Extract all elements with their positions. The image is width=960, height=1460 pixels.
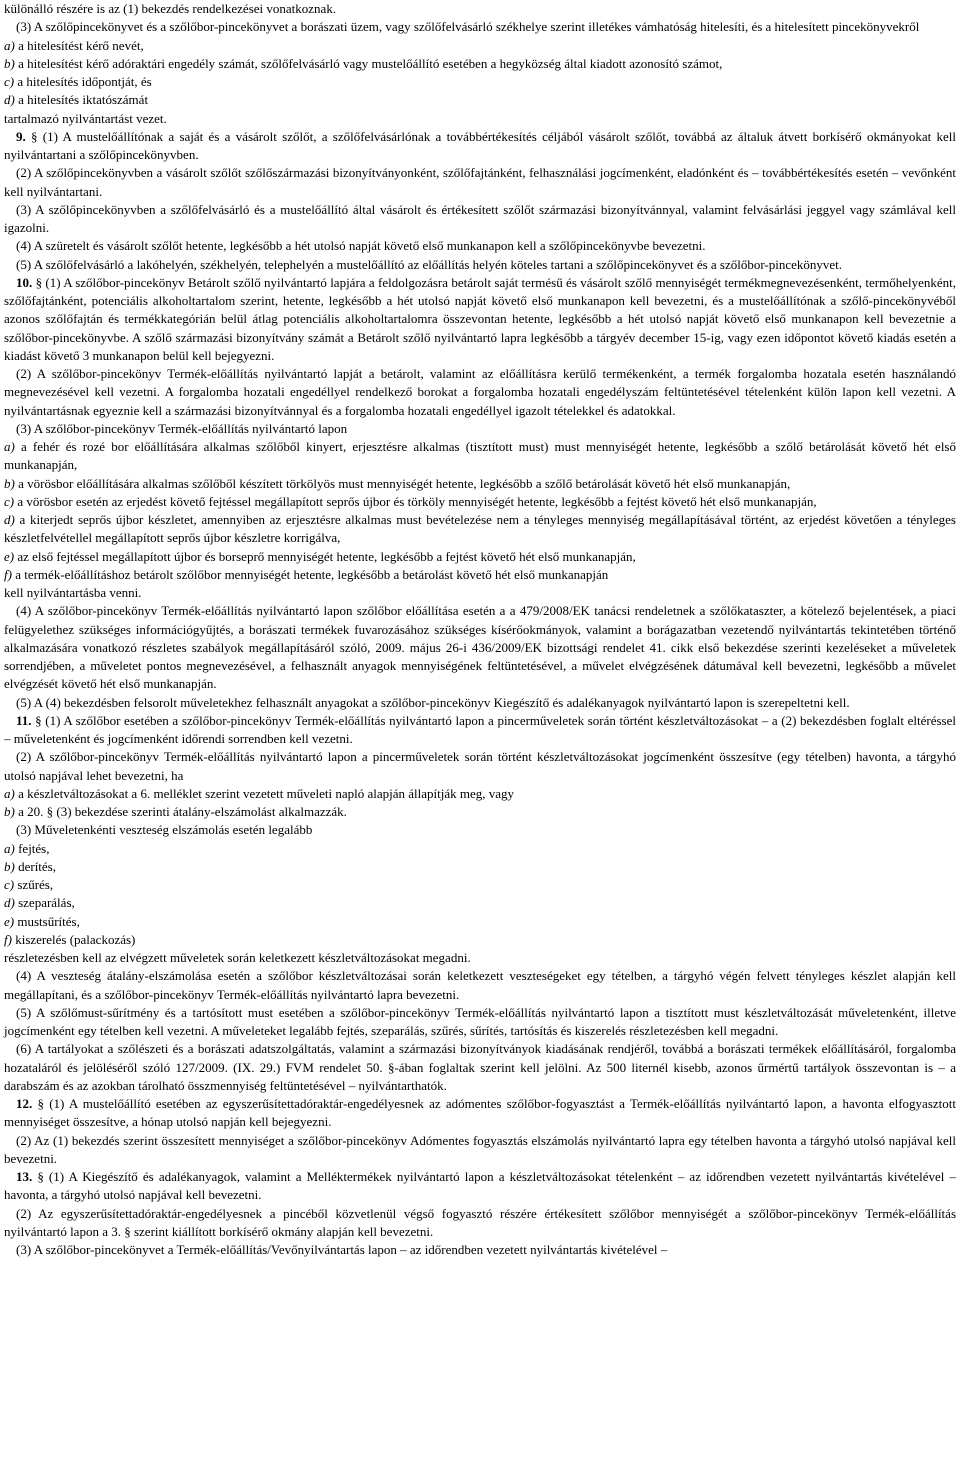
list-item-text: a hitelesítés időpontját, és xyxy=(14,74,152,89)
paragraph: (2) Az (1) bekezdés szerint összesített mennyiséget a szőlőbor-pincekönyv Adómentes fogyasztás elszámolás nyilvántartó lapra egy tételben havonta a tárgyhó utolsó napjával kell bevezetni. xyxy=(4,1132,956,1166)
list-item xyxy=(4,894,956,912)
section-text: § (1) A Kiegészítő és adalékanyagok, valamint a Melléktermékek nyilvántartó lapon a készletváltozásokat tételenként – az időrendben vezetett nyilvántartás kivételével – havonta, a tárgyhó utolsó napjával kell bevezetni. xyxy=(4,1169,956,1203)
list-item-text: a vörösbor előállítására alkalmas szőlőből készített törkölyös must mennyiségét hetente, legkésőbb a szőlő betárolását követő hét első munkanapján, xyxy=(14,475,791,491)
list-item-letter: e) xyxy=(4,548,15,564)
list-item xyxy=(4,511,956,548)
section-paragraph xyxy=(4,128,956,165)
list-item-text: fejtés, xyxy=(14,840,50,856)
list-item-letter: c) xyxy=(4,74,15,89)
list-item-letter: c) xyxy=(4,877,15,892)
paragraph: (2) A szőlőpincekönyvben a vásárolt szőlőt szőlőszármazási bizonyítványonként, szőlőfajtánként, felhasználási jogcímenként, eladónként és – továbbértékesítés esetén – vevőnként kell nyilvántartani. xyxy=(4,165,956,199)
list-item-letter: b) xyxy=(4,55,15,71)
list-item xyxy=(4,840,956,858)
paragraph: (4) A szüretelt és vásárolt szőlőt hetente, legkésőbb a hét utolsó napját követő első munkanapon kell a szőlőpincekönyvbe bevezetni. xyxy=(16,238,706,254)
list-item-text: a kiterjedt seprős újbor készletet, amennyiben az erjesztésre alkalmas must bevételezése nem a tényleges mennyiség megállapításával történt, az erjedést követően a tényleges készletfelvétellel megállapított seprős újbor készletre korrigálva, xyxy=(4,512,956,546)
list-item xyxy=(4,548,956,566)
list-item-text: a készletváltozásokat a 6. melléklet szerint vezetett műveleti napló alapján állapítják meg, vagy xyxy=(14,785,515,801)
paragraph-continuation: különálló részére is az (1) bekezdés rendelkezései vonatkoznak. xyxy=(4,1,337,16)
section-text: § (1) A szőlőbor esetében a szőlőbor-pincekönyv Termék-előállítás nyilvántartó lapon a pincerműveletek során történt készletváltozásokat – a (2) bekezdésben foglalt eltéréssel – műveletenként és jogcímenként időrendi sorrendben kell vezetni. xyxy=(4,712,956,746)
list-item xyxy=(4,876,956,894)
list-item-text: derítés, xyxy=(14,858,56,874)
paragraph: (3) A szőlőbor-pincekönyv Termék-előállítás nyilvántartó lapon xyxy=(16,420,348,436)
list-item xyxy=(4,803,956,821)
list-item-letter: a) xyxy=(4,840,15,856)
list-item-letter: a) xyxy=(4,37,15,53)
list-item xyxy=(4,785,956,803)
paragraph: (3) A szőlőbor-pincekönyvet a Termék-előállítás/Vevőnyilvántartás lapon – az időrendben vezetett nyilvántartás kivételével – xyxy=(16,1242,668,1257)
list-item xyxy=(4,566,956,584)
list-item xyxy=(4,913,956,931)
list-item-letter: c) xyxy=(4,493,15,509)
section-number: 12. xyxy=(16,1096,33,1111)
list-item xyxy=(4,37,956,55)
paragraph: (5) A szőlőfelvásárló a lakóhelyén, székhelyén, telephelyén a mustelőállító az előállítás helyén köteles tartani a szőlőpincekönyvet és a szőlőbor-pincekönyvet. xyxy=(16,256,843,272)
section-paragraph xyxy=(4,712,956,749)
list-item xyxy=(4,931,956,949)
list-item-letter: a) xyxy=(4,439,15,454)
list-item-text: az első fejtéssel megállapított újbor és borseprő mennyiségét hetente, legkésőbb a fejtést követő hét első munkanapján, xyxy=(14,548,636,564)
list-item-text: szűrés, xyxy=(14,877,54,892)
list-item-letter: d) xyxy=(4,895,15,911)
list-item-letter: d) xyxy=(4,92,15,108)
list-item xyxy=(4,73,956,91)
section-paragraph xyxy=(4,1168,956,1205)
list-item-letter: f) xyxy=(4,931,12,947)
section-number: 13. xyxy=(16,1169,33,1184)
paragraph: (5) A szőlőmust-sűrítmény és a tartósított must esetében a szőlőbor-pincekönyv Termék-előállítás nyilvántartó lapon a tisztított must készletváltozását műveletenként, illetve jogcímenként egy tételben kell vezetni. A műveleteket legalább fejtés, szeparálás, szűrés, sűrítés, tartósítás és kiszerelés részletezésben kell megadni. xyxy=(4,1004,956,1038)
list-item-text: mustsűrítés, xyxy=(14,913,80,929)
paragraph: (3) A szőlőpincekönyvet és a szőlőbor-pincekönyvet a borászati üzem, vagy szőlőfelvásárló székhelye szerint illetékes vámhatóság hitelesíti, és a hitelesített pincekönyvekről xyxy=(16,19,920,35)
paragraph: (5) A (4) bekezdésben felsorolt műveletekhez felhasznált anyagokat a szőlőbor-pincekönyv Kiegészítő és adalékanyagok nyilvántartó lapon is szerepeltetni kell. xyxy=(16,694,850,710)
paragraph: (2) A szőlőbor-pincekönyv Termék-előállítás nyilvántartó lapon a pincerműveletek során történt készletváltozásokat jogcímenként összesítve (egy tételben) havonta, a tárgyhó utolsó napjával lehet bevezetni, ha xyxy=(4,749,956,783)
list-item xyxy=(4,858,956,876)
list-item-letter: b) xyxy=(4,858,15,874)
paragraph-continuation: tartalmazó nyilvántartást vezet. xyxy=(4,110,167,126)
section-text: § (1) A mustelőállítónak a saját és a vásárolt szőlőt, a szőlőfelvásárlónak a továbbértékesítés céljából vásárolt szőlőt, továbbá az általuk átvett borkísérő okmányokat kell nyilvántartani a szőlőpincekönyvben. xyxy=(4,128,956,162)
list-item-letter: d) xyxy=(4,512,15,527)
list-item-letter: b) xyxy=(4,804,15,819)
section-paragraph xyxy=(4,274,956,365)
list-item xyxy=(4,91,956,109)
list-item-text: a vörösbor esetén az erjedést követő fejtéssel megállapított seprős újbor és törköly mennyiségét hetente, legkésőbb a fejtést követő hét első munkanapján, xyxy=(14,493,817,509)
paragraph-continuation: kell nyilvántartásba venni. xyxy=(4,585,142,600)
section-number: 9. xyxy=(16,128,26,144)
list-item-text: szeparálás, xyxy=(14,895,75,911)
section-text: § (1) A mustelőállító esetében az egyszerűsítettadóraktár-engedélyesnek az adómentes szőlőbor-fogyasztást a Termék-előállítás nyilvántartó lapon, a havonta elfogyasztott mennyiséget összesítve, a hónap utolsó napján kell bejegyezni. xyxy=(4,1096,956,1130)
list-item-text: a termék-előállításhoz betárolt szőlőbor mennyiségét hetente, legkésőbb a betárolást követő hét első munkanapján xyxy=(11,566,609,582)
section-text: § (1) A szőlőbor-pincekönyv Betárolt szőlő nyilvántartó lapjára a feldolgozásra betárolt saját termésű és vásárolt szőlő mennyiségét termékmegnevezésenként, termőhelyenként, szőlőfajtánként, potenciális alkoholtartalom szerint, hetente, legkésőbb a hét utolsó napját követő első munkanapon kell bevezetni, és a mustelőállítónak a szőlő-pincekönyvéből azonos szőlőfajtán és termékkategórián belül átlag potenciális alkoholtartalomra összevontan hetente, legkésőbb a hét utolsó napját követő első munkanapon kell bevezetnie a szőlőbor-pincekönyvbe. A szőlő származási bizonyítvány számát a Betárolt szőlő nyilvántartó lapra legkésőbb a tárgyév december 15-ig, vagy ezen időpontot követő kiadás esetén a kiadást követő 3 munkanapon belül kell bejegyezni. xyxy=(4,274,956,363)
list-item-text: kiszerelés (palackozás) xyxy=(11,931,136,947)
list-item-text: a fehér és rozé bor előállítására alkalmas szőlőből kinyert, erjesztésre alkalmas (tisztított must) must mennyiségét hetente, legkésőbb a szőlő betárolását követő hét első munkanapján, xyxy=(4,439,956,473)
list-item-letter: e) xyxy=(4,913,15,929)
section-paragraph xyxy=(4,1095,956,1132)
list-item-text: a hitelesítés iktatószámát xyxy=(14,92,149,108)
list-item-text: a hitelesítést kérő nevét, xyxy=(14,37,144,53)
paragraph: (4) A veszteség átalány-elszámolása esetén a szőlőbor készletváltozásai során keletkezett veszteségeket egy tételben, a tárgyhó végén felvett tényleges készlet alapján kell megállapítani, és a szőlőbor-pincekönyv Termék-előállítás nyilvántartó lapra bevezetni. xyxy=(4,968,956,1002)
paragraph: (2) A szőlőbor-pincekönyv Termék-előállítás nyilvántartó lapját a betárolt, valamint az előállításra kerülő termékenként, a termék forgalomba hozatala esetén használandó megnevezésével kell vezetni. A forgalomba hozatali engedéllyel rendelkező borokat a forgalomba hozatali engedélyszám feltüntetésével tételenként külön lapon kell vezetni. A nyilvántartásnak egyeznie kell a származási bizonyítvánnyal és a forgalomba hozatali engedéllyel igazolt tételekkel és adatokkal. xyxy=(4,366,956,418)
paragraph: (3) A szőlőpincekönyvben a szőlőfelvásárló és a mustelőállító által vásárolt és értékesített szőlőt származási bizonyítvánnyal, valamint felvásárlási jeggyel vagy számlával kell igazolni. xyxy=(4,201,956,235)
paragraph: (4) A szőlőbor-pincekönyv Termék-előállítás nyilvántartó lapon szőlőbor előállítása esetén a a 479/2008/EK tanácsi rendeletnek a szőlőkataszter, a kötelező bejelentések, a piaci felügyelethez szükséges információgyűjtés, a borászati termékek fuvarozásához szükséges kísérőokmányok, valamint a borágazatban vezetendő nyilvántartás tekintetében történő alkalmazására vonatkozó részletes szabályok megállapításáról szóló, 2009. május 26-i 436/2009/EK bizottsági rendelet 41. cikk első bekezdése szerinti kezeléseket a műveletek sorrendjében, a műveletet pontos megnevezésével, a felhasznált anyagok mennyiségének feltüntetésével, a művelet elvégzésének dátumával kell bevezetni, legkésőbb a művelet elvégzését követő hét első munkanapján. xyxy=(4,603,956,692)
section-number: 10. xyxy=(16,274,33,290)
list-item-letter: b) xyxy=(4,475,15,491)
section-number: 11. xyxy=(16,712,32,728)
paragraph-continuation: részletezésben kell az elvégzett műveletek során keletkezett készletváltozásokat megadni. xyxy=(4,950,471,965)
list-item-text: a 20. § (3) bekezdése szerinti átalány-elszámolást alkalmazzák. xyxy=(14,804,347,819)
list-item xyxy=(4,55,956,73)
list-item xyxy=(4,475,956,493)
list-item-letter: f) xyxy=(4,566,12,582)
list-item-text: a hitelesítést kérő adóraktári engedély számát, szőlőfelvásárló vagy mustelőállító esetében a hegyközség által kiadott azonosító számot, xyxy=(14,55,723,71)
paragraph: (2) Az egyszerűsítettadóraktár-engedélyesnek a pincéből közvetlenül végső fogyasztó részére értékesített szőlőbor mennyiségét a szőlőbor-pincekönyv Termék-előállítás nyilvántartó lapon a 3. § szerint kiállított borkísérő okmány alapján kell bevezetni. xyxy=(4,1205,956,1239)
list-item-letter: a) xyxy=(4,785,15,801)
list-item xyxy=(4,493,956,511)
list-item xyxy=(4,438,956,475)
paragraph: (3) Műveletenkénti veszteség elszámolás esetén legalább xyxy=(16,822,313,838)
paragraph: (6) A tartályokat a szőlészeti és a borászati adatszolgáltatás, valamint a származási bizonyítványok kiadásának rendjéről, továbbá a borászati termékek előállításáról, forgalomba hozataláról és jelöléséről szóló 127/2009. (IX. 29.) FVM rendelet 50. §-ában foglaltak szerint kell jelölni. Az 500 liternél kisebb, azonos űrmértű tartályok összevontan is – a darabszám és az azokban tárolható összmennyiség feltüntetésével – nyilvántarthatók. xyxy=(4,1041,956,1093)
